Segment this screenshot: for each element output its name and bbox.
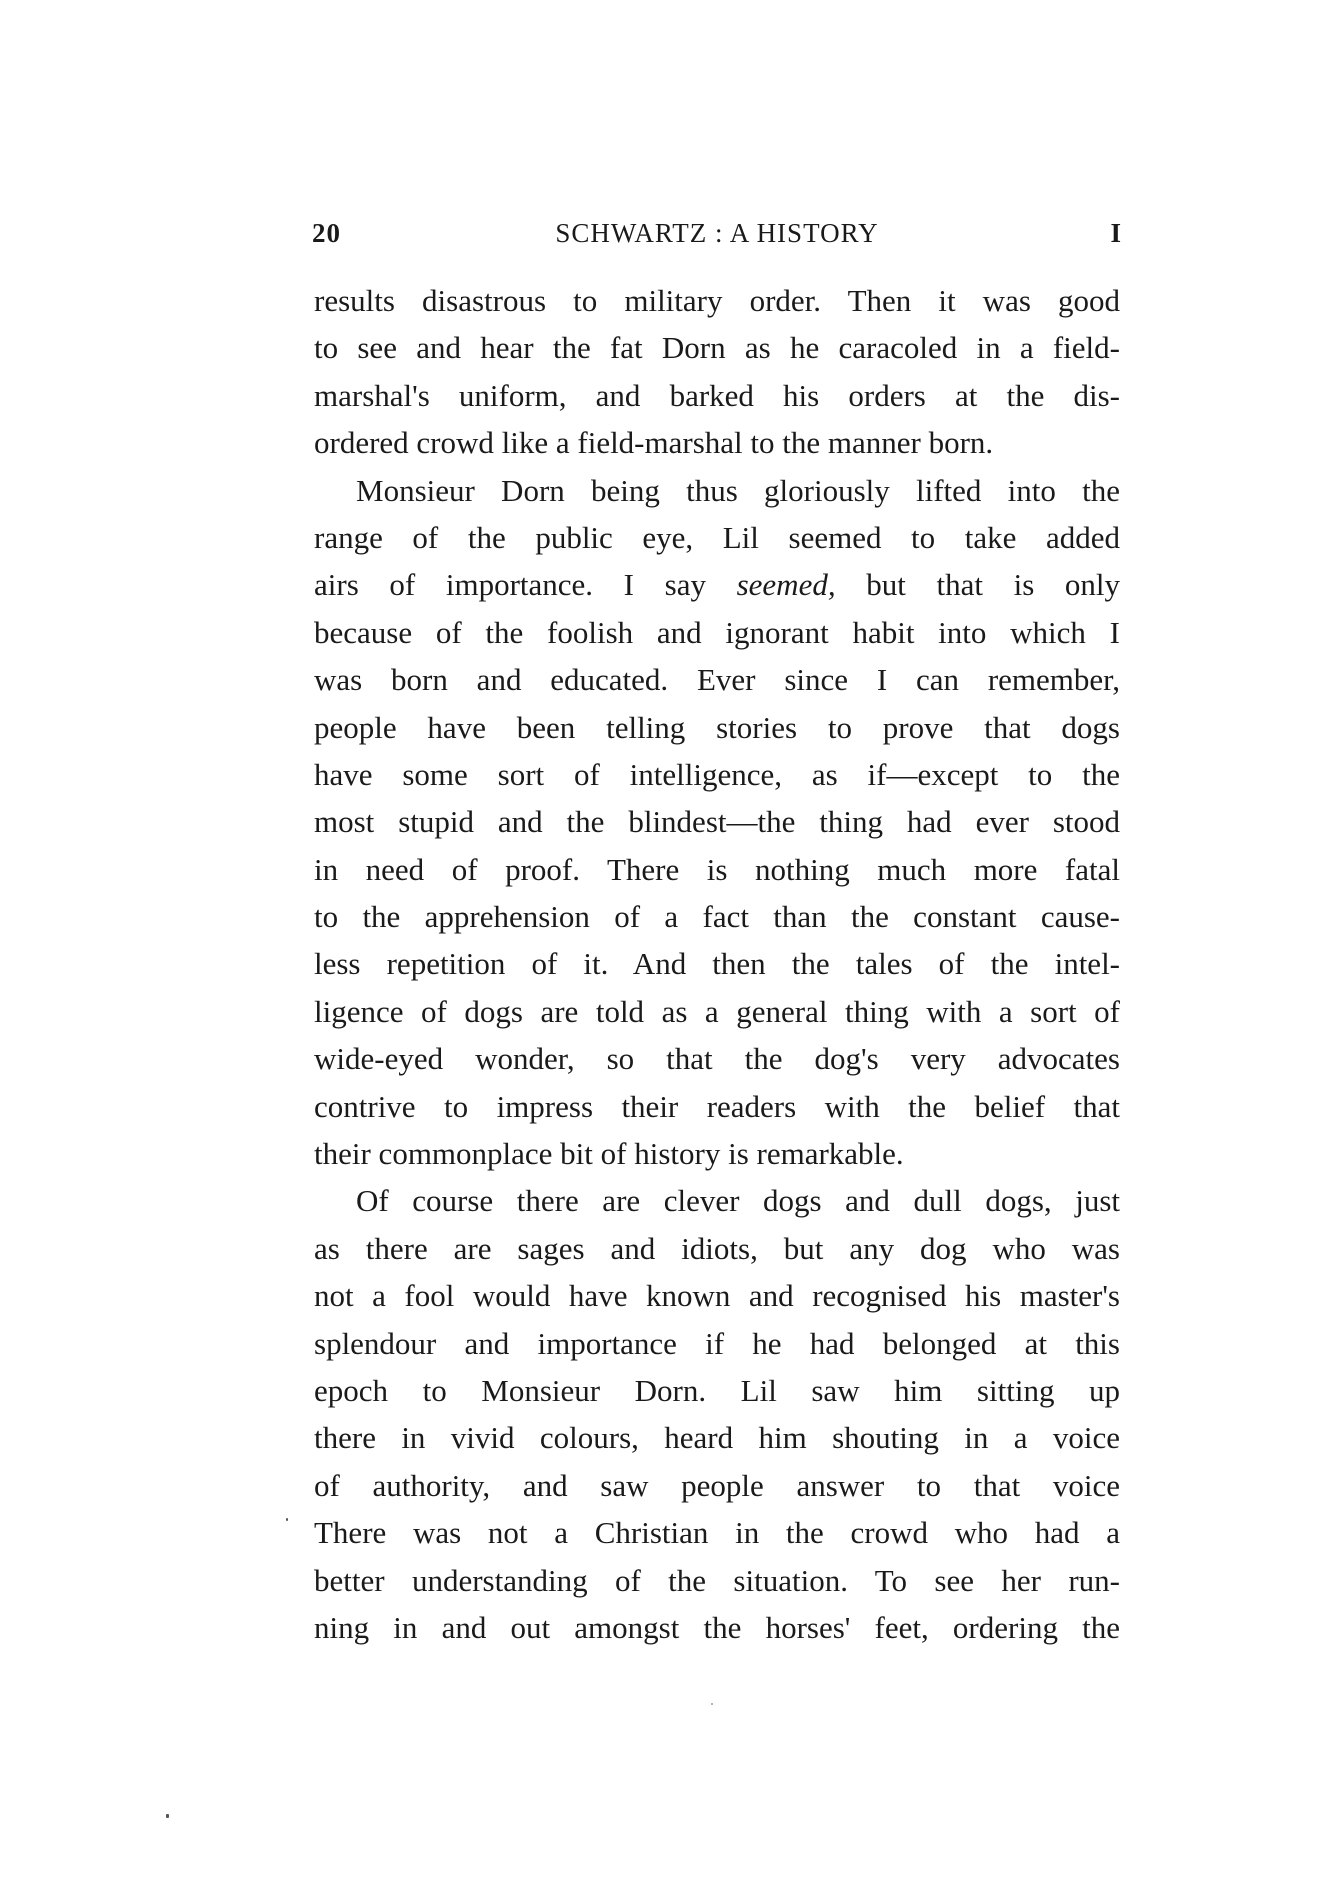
text-line: range of the public eye, Lil seemed to take added bbox=[314, 519, 1120, 555]
running-head bbox=[312, 218, 1122, 258]
chapter-marker: I bbox=[1110, 218, 1122, 248]
text-line: Monsieur Dorn being thus gloriously lifted into the bbox=[356, 472, 1120, 508]
text-line: as there are sages and idiots, but any dog who was bbox=[314, 1230, 1120, 1266]
text-line: wide-eyed wonder, so that the dog's very advocates bbox=[314, 1041, 1120, 1077]
text-line: less repetition of it. And then the tales of the intel- bbox=[314, 946, 1120, 982]
text-line: because of the foolish and ignorant habit into which I bbox=[314, 614, 1120, 650]
text-run: but that is only bbox=[835, 567, 1121, 603]
text-run: airs of importance. I say bbox=[314, 567, 737, 603]
text-line: contrive to impress their readers with the belief that bbox=[314, 1088, 1120, 1124]
text-line: their commonplace bit of history is remarkable. bbox=[314, 1136, 904, 1172]
text-line: people have been telling stories to prove that dogs bbox=[314, 709, 1120, 745]
text-line: most stupid and the blindest—the thing had ever stood bbox=[314, 804, 1120, 840]
text-line: results disastrous to military order. Then it was good bbox=[314, 283, 1120, 318]
text-line: ligence of dogs are told as a general thing with a sort of bbox=[314, 993, 1120, 1029]
scan-speck bbox=[286, 1518, 288, 1521]
text-line: there in vivid colours, heard him shouting in a voice bbox=[314, 1420, 1120, 1456]
running-title: SCHWARTZ : A HISTORY bbox=[555, 218, 879, 248]
text-line: not a fool would have known and recognised his master's bbox=[314, 1278, 1120, 1314]
body-text bbox=[314, 277, 1120, 1651]
text-line bbox=[314, 561, 1120, 608]
text-line: marshal's uniform, and barked his orders at the dis- bbox=[314, 377, 1120, 413]
emphasis: seemed, bbox=[736, 567, 836, 603]
text-line: There was not a Christian in the crowd who had a bbox=[314, 1515, 1120, 1551]
text-line: better understanding of the situation. To see her run- bbox=[314, 1562, 1120, 1598]
text-line: splendour and importance if he had belonged at this bbox=[314, 1325, 1120, 1361]
scan-speck bbox=[166, 1814, 169, 1818]
text-line: ning in and out amongst the horses' feet, ordering the bbox=[314, 1609, 1120, 1645]
text-line: of authority, and saw people answer to that voice bbox=[314, 1467, 1120, 1503]
text-line: ordered crowd like a field-marshal to the manner born. bbox=[314, 425, 994, 461]
page-number: 20 bbox=[312, 218, 341, 248]
scan-speck bbox=[711, 1703, 713, 1705]
text-line: in need of proof. There is nothing much more fatal bbox=[314, 851, 1120, 887]
text-line: was born and educated. Ever since I can remember, bbox=[314, 662, 1120, 698]
text-line: to the apprehension of a fact than the constant cause- bbox=[314, 899, 1120, 935]
text-line: epoch to Monsieur Dorn. Lil saw him sitting up bbox=[314, 1372, 1120, 1408]
text-line: have some sort of intelligence, as if—except to the bbox=[314, 756, 1120, 792]
text-line: Of course there are clever dogs and dull dogs, just bbox=[356, 1183, 1120, 1219]
text-line: to see and hear the fat Dorn as he caracoled in a field- bbox=[314, 330, 1120, 366]
